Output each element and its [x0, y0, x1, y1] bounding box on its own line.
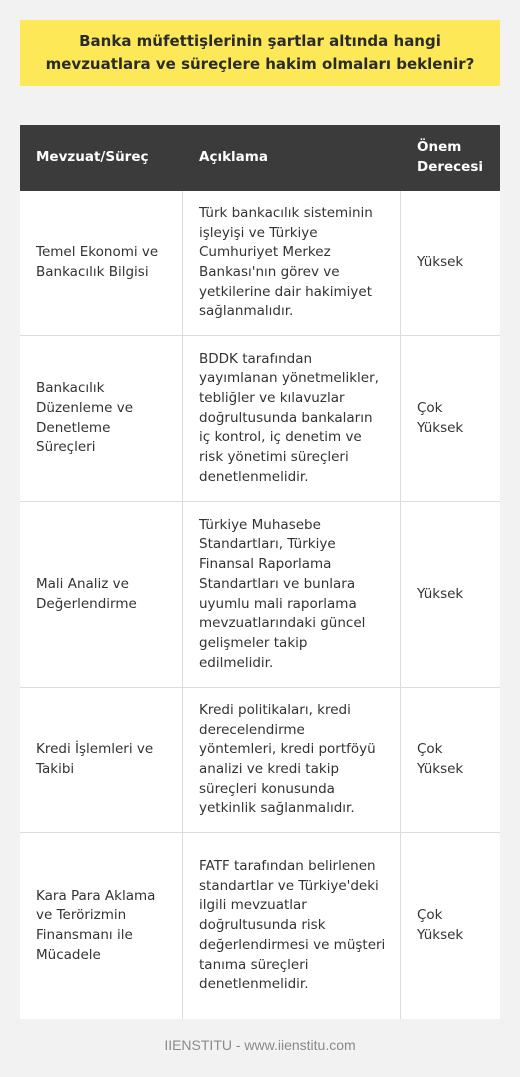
row-topic: Temel Ekonomi ve Bankacılık Bilgisi: [20, 191, 183, 335]
table-row: [20, 191, 500, 336]
row-topic: Kredi İşlemleri ve Takibi: [20, 688, 183, 832]
row-topic: Kara Para Aklama ve Terörizmin Finansmanı ile Mücadele: [20, 833, 183, 1019]
row-importance: Yüksek: [417, 585, 464, 602]
column-header-description: Açıklama: [199, 149, 268, 166]
row-description: Kredi politikaları, kredi derecelendirme yöntemleri, kredi portföyü analizi ve kredi takip süreçleri konusunda yetkinlik sağlanmalıdır.: [183, 688, 401, 832]
row-description: BDDK tarafından yayımlanan yönetmelikler, tebliğler ve kılavuzlar doğrultusunda bankaların iç kontrol, iç denetim ve risk yönetimi süreçleri denetlenmelidir.: [183, 336, 401, 501]
row-importance: Yüksek: [417, 254, 464, 271]
table-header-row: [20, 125, 500, 191]
row-topic: Bankacılık Düzenleme ve Denetleme Süreçleri: [20, 336, 183, 501]
row-importance: Çok Yüksek: [417, 399, 464, 436]
table-row: [20, 833, 500, 1019]
row-description: Türk bankacılık sisteminin işleyişi ve Türkiye Cumhuriyet Merkez Bankası'nın görev ve yetkilerine dair hakimiyet sağlanmalıdır.: [183, 191, 401, 335]
title-banner: [20, 20, 500, 86]
row-importance: Çok Yüksek: [417, 741, 464, 777]
row-description: Türkiye Muhasebe Standartları, Türkiye Finansal Raporlama Standartları ve bunlara uyumlu mali raporlama mevzuatlarındaki güncel gelişmeler takip edilmelidir.: [183, 502, 401, 687]
footer-credit: IIENSTITU - www.iienstitu.com: [164, 1037, 356, 1053]
regulations-table: [20, 125, 500, 1019]
row-topic: Mali Analiz ve Değerlendirme: [20, 502, 183, 687]
column-header-topic: Mevzuat/Süreç: [36, 149, 149, 166]
table-row: [20, 688, 500, 833]
page-title: Banka müfettişlerinin şartlar altında hangi mevzuatlara ve süreçlere hakim olmaları beklenir?: [45, 32, 475, 73]
table-row: [20, 336, 500, 502]
row-description: FATF tarafından belirlenen standartlar ve Türkiye'deki ilgili mevzuatlar doğrultusunda risk değerlendirmesi ve müşteri tanıma süreçleri denetlenmelidir.: [183, 833, 401, 1019]
table-row: [20, 502, 500, 688]
column-header-importance: Önem Derecesi: [417, 139, 483, 175]
row-importance: Çok Yüksek: [417, 907, 464, 943]
